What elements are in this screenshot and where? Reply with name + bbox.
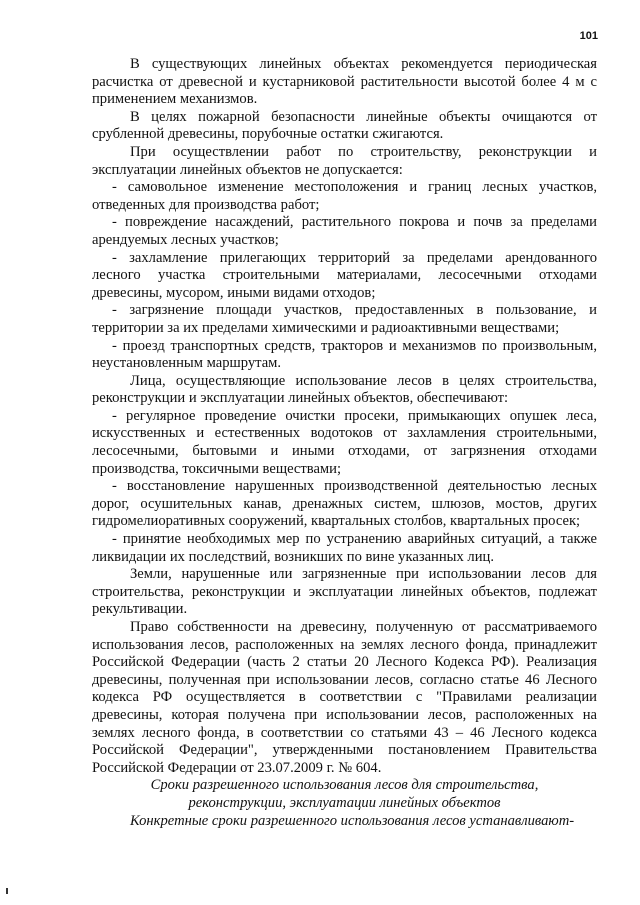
paragraph-prohibited-intro: При осуществлении работ по строительству, реконструкции и эксплуатации линейных объектов не допускается: <box>92 143 597 178</box>
paragraph-obligations-intro: Лица, осуществляющие использование лесов в целях строительства, реконструкции и эксплуатации линейных объектов, обеспечивают: <box>92 372 597 407</box>
paragraph-fire-safety: В целях пожарной безопасности линейные объекты очищаются от срубленной древесины, порубочные остатки сжигаются. <box>92 108 597 143</box>
list-item: - захламление прилегающих территорий за пределами арендованного лесного участка строительными материалами, лесосечными отходами древесины, мусором, иными видами отходов; <box>92 249 597 301</box>
section-heading: Сроки разрешенного использования лесов для строительства, реконструкции, эксплуатации линейных объектов <box>150 777 539 811</box>
list-item: - проезд транспортных средств, тракторов и механизмов по произвольным, неустановленным маршрутам. <box>92 337 597 372</box>
document-body <box>92 56 597 830</box>
paragraph-terms-start: Конкретные сроки разрешенного использования лесов устанавливают- <box>130 812 575 829</box>
list-item: - принятие необходимых мер по устранению аварийных ситуаций, а также ликвидации их последствий, возникших по вине указанных лиц. <box>92 531 597 565</box>
paragraph-recultivation: Земли, нарушенные или загрязненные при использовании лесов для строительства, реконструкции и эксплуатации линейных объектов, подлежат рекультивации. <box>92 566 597 618</box>
list-item: - регулярное проведение очистки просеки, примыкающих опушек леса, искусственных и естественных водотоков от захламления строительными, лесосечными, бытовыми и иными отходами, от загрязнения отходами производства, токсичными веществами; <box>92 407 597 477</box>
list-item: - самовольное изменение местоположения и границ лесных участков, отведенных для производства работ; <box>92 179 597 213</box>
list-item: - восстановление нарушенных производственной деятельностью лесных дорог, осушительных канав, дренажных систем, шлюзов, мостов, других гидромелиоративных сооружений, квартальных столбов, квартальных просек; <box>92 478 597 530</box>
list-item: - повреждение насаждений, растительного покрова и почв за пределами арендуемых лесных участков; <box>92 214 597 248</box>
paragraph-timber-ownership: Право собственности на древесину, полученную от рассматриваемого использования лесов, расположенных на землях лесного фонда, принадлежит Российской Федерации (часть 2 статьи 20 Лесного Кодекса РФ). Реализация древесины, полученная при использовании лесов, согласно статье 46 Лесного кодекса РФ осуществляется в соответствии с "Правилами реализации древесины, которая получена при использовании лесов, расположенных на землях лесного фонда, в соответствии со статьями 43 – 46 Лесного кодекса Российской Федерации", утвержденными постановлением Правительства Российской Федерации от 23.07.2009 г. № 604. <box>92 619 597 776</box>
paragraph-mechanized-clearing: В существующих линейных объектах рекомендуется периодическая расчистка от древесной и кустарниковой растительности высотой более 4 м с применением механизмов. <box>92 56 597 108</box>
list-item: - загрязнение площади участков, предоставленных в пользование, и территории за их пределами химическими и радиоактивными веществами; <box>92 302 597 336</box>
scan-mark <box>6 888 8 894</box>
page-number: 101 <box>579 30 598 42</box>
